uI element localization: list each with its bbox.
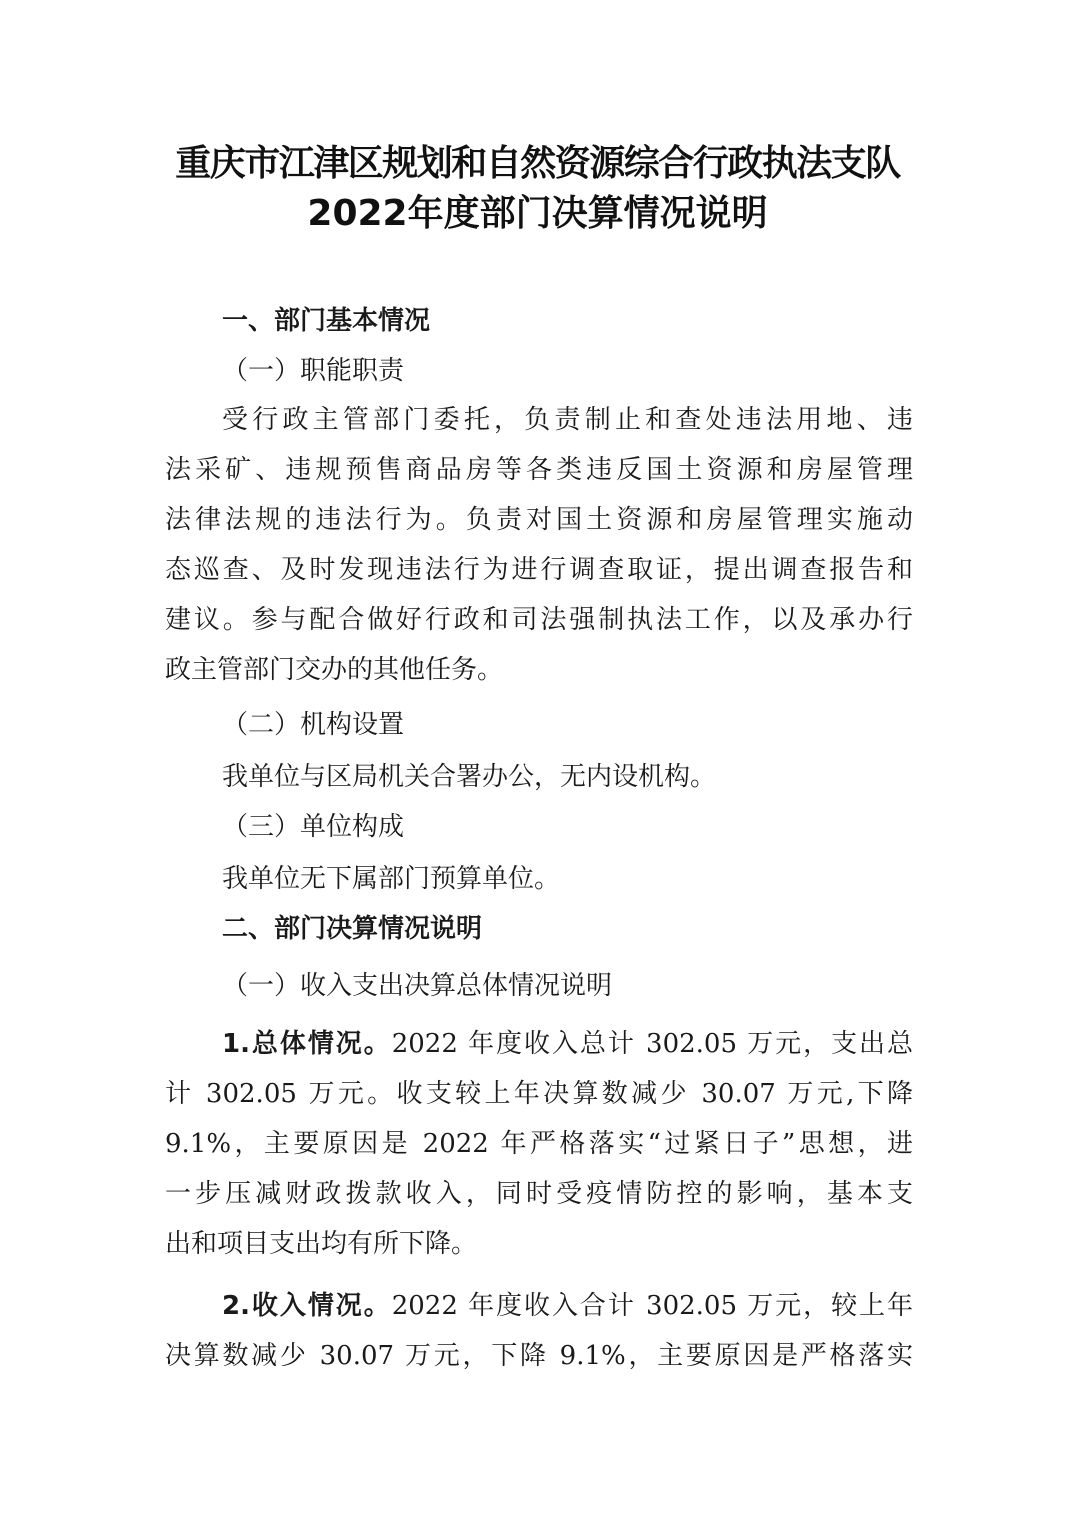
document-title-line1: 重庆市江津区规划和自然资源综合行政执法支队: [175, 143, 900, 184]
paragraph-line: [222, 1288, 913, 1324]
paragraph-line: 法采矿、违规预售商品房等各类违反国土资源和房屋管理: [165, 455, 913, 485]
section1-sub3-heading: （三）单位构成: [222, 812, 405, 842]
p2-label: 2.收入情况。: [222, 1291, 392, 1321]
paragraph-line: 出和项目支出均有所下降。: [165, 1229, 478, 1259]
paragraph-line: 法律法规的违法行为。负责对国土资源和房屋管理实施动: [165, 505, 913, 535]
document-title-line2: 2022年度部门决算情况说明: [307, 193, 768, 234]
paragraph-line: 决算数减少 30.07 万元，下降 9.1%，主要原因是严格落实: [165, 1341, 913, 1371]
paragraph-line: 态巡查、及时发现违法行为进行调查取证，提出调查报告和: [165, 555, 913, 585]
section2-sub1-heading: （一）收入支出决算总体情况说明: [222, 971, 613, 1001]
paragraph-line: 计 302.05 万元。收支较上年决算数减少 30.07 万元,下降: [165, 1079, 913, 1109]
section2-heading: 二、部门决算情况说明: [222, 914, 483, 944]
paragraph-line: 受行政主管部门委托，负责制止和查处违法用地、违: [222, 405, 913, 435]
p2-line-text: 2022 年度收入合计 302.05 万元，较上年: [391, 1291, 913, 1321]
p1-label: 1.总体情况。: [222, 1029, 392, 1059]
section1-sub2-heading: （二）机构设置: [222, 710, 405, 740]
paragraph-line: [222, 1026, 913, 1062]
paragraph-line: 9.1%，主要原因是 2022 年严格落实“过紧日子”思想，进: [165, 1129, 913, 1159]
paragraph-line: 一步压减财政拨款收入，同时受疫情防控的影响，基本支: [165, 1179, 913, 1209]
paragraph-line: 建议。参与配合做好行政和司法强制执法工作，以及承办行: [165, 605, 913, 635]
section1-heading: 一、部门基本情况: [222, 306, 431, 336]
p1-line-text: 2022 年度收入总计 302.05 万元，支出总: [391, 1029, 913, 1059]
paragraph-line: 政主管部门交办的其他任务。: [165, 655, 504, 685]
section1-sub2-text: 我单位与区局机关合署办公，无内设机构。: [222, 762, 717, 792]
section1-sub3-text: 我单位无下属部门预算单位。: [222, 864, 561, 894]
section1-sub1-heading: （一）职能职责: [222, 356, 405, 386]
